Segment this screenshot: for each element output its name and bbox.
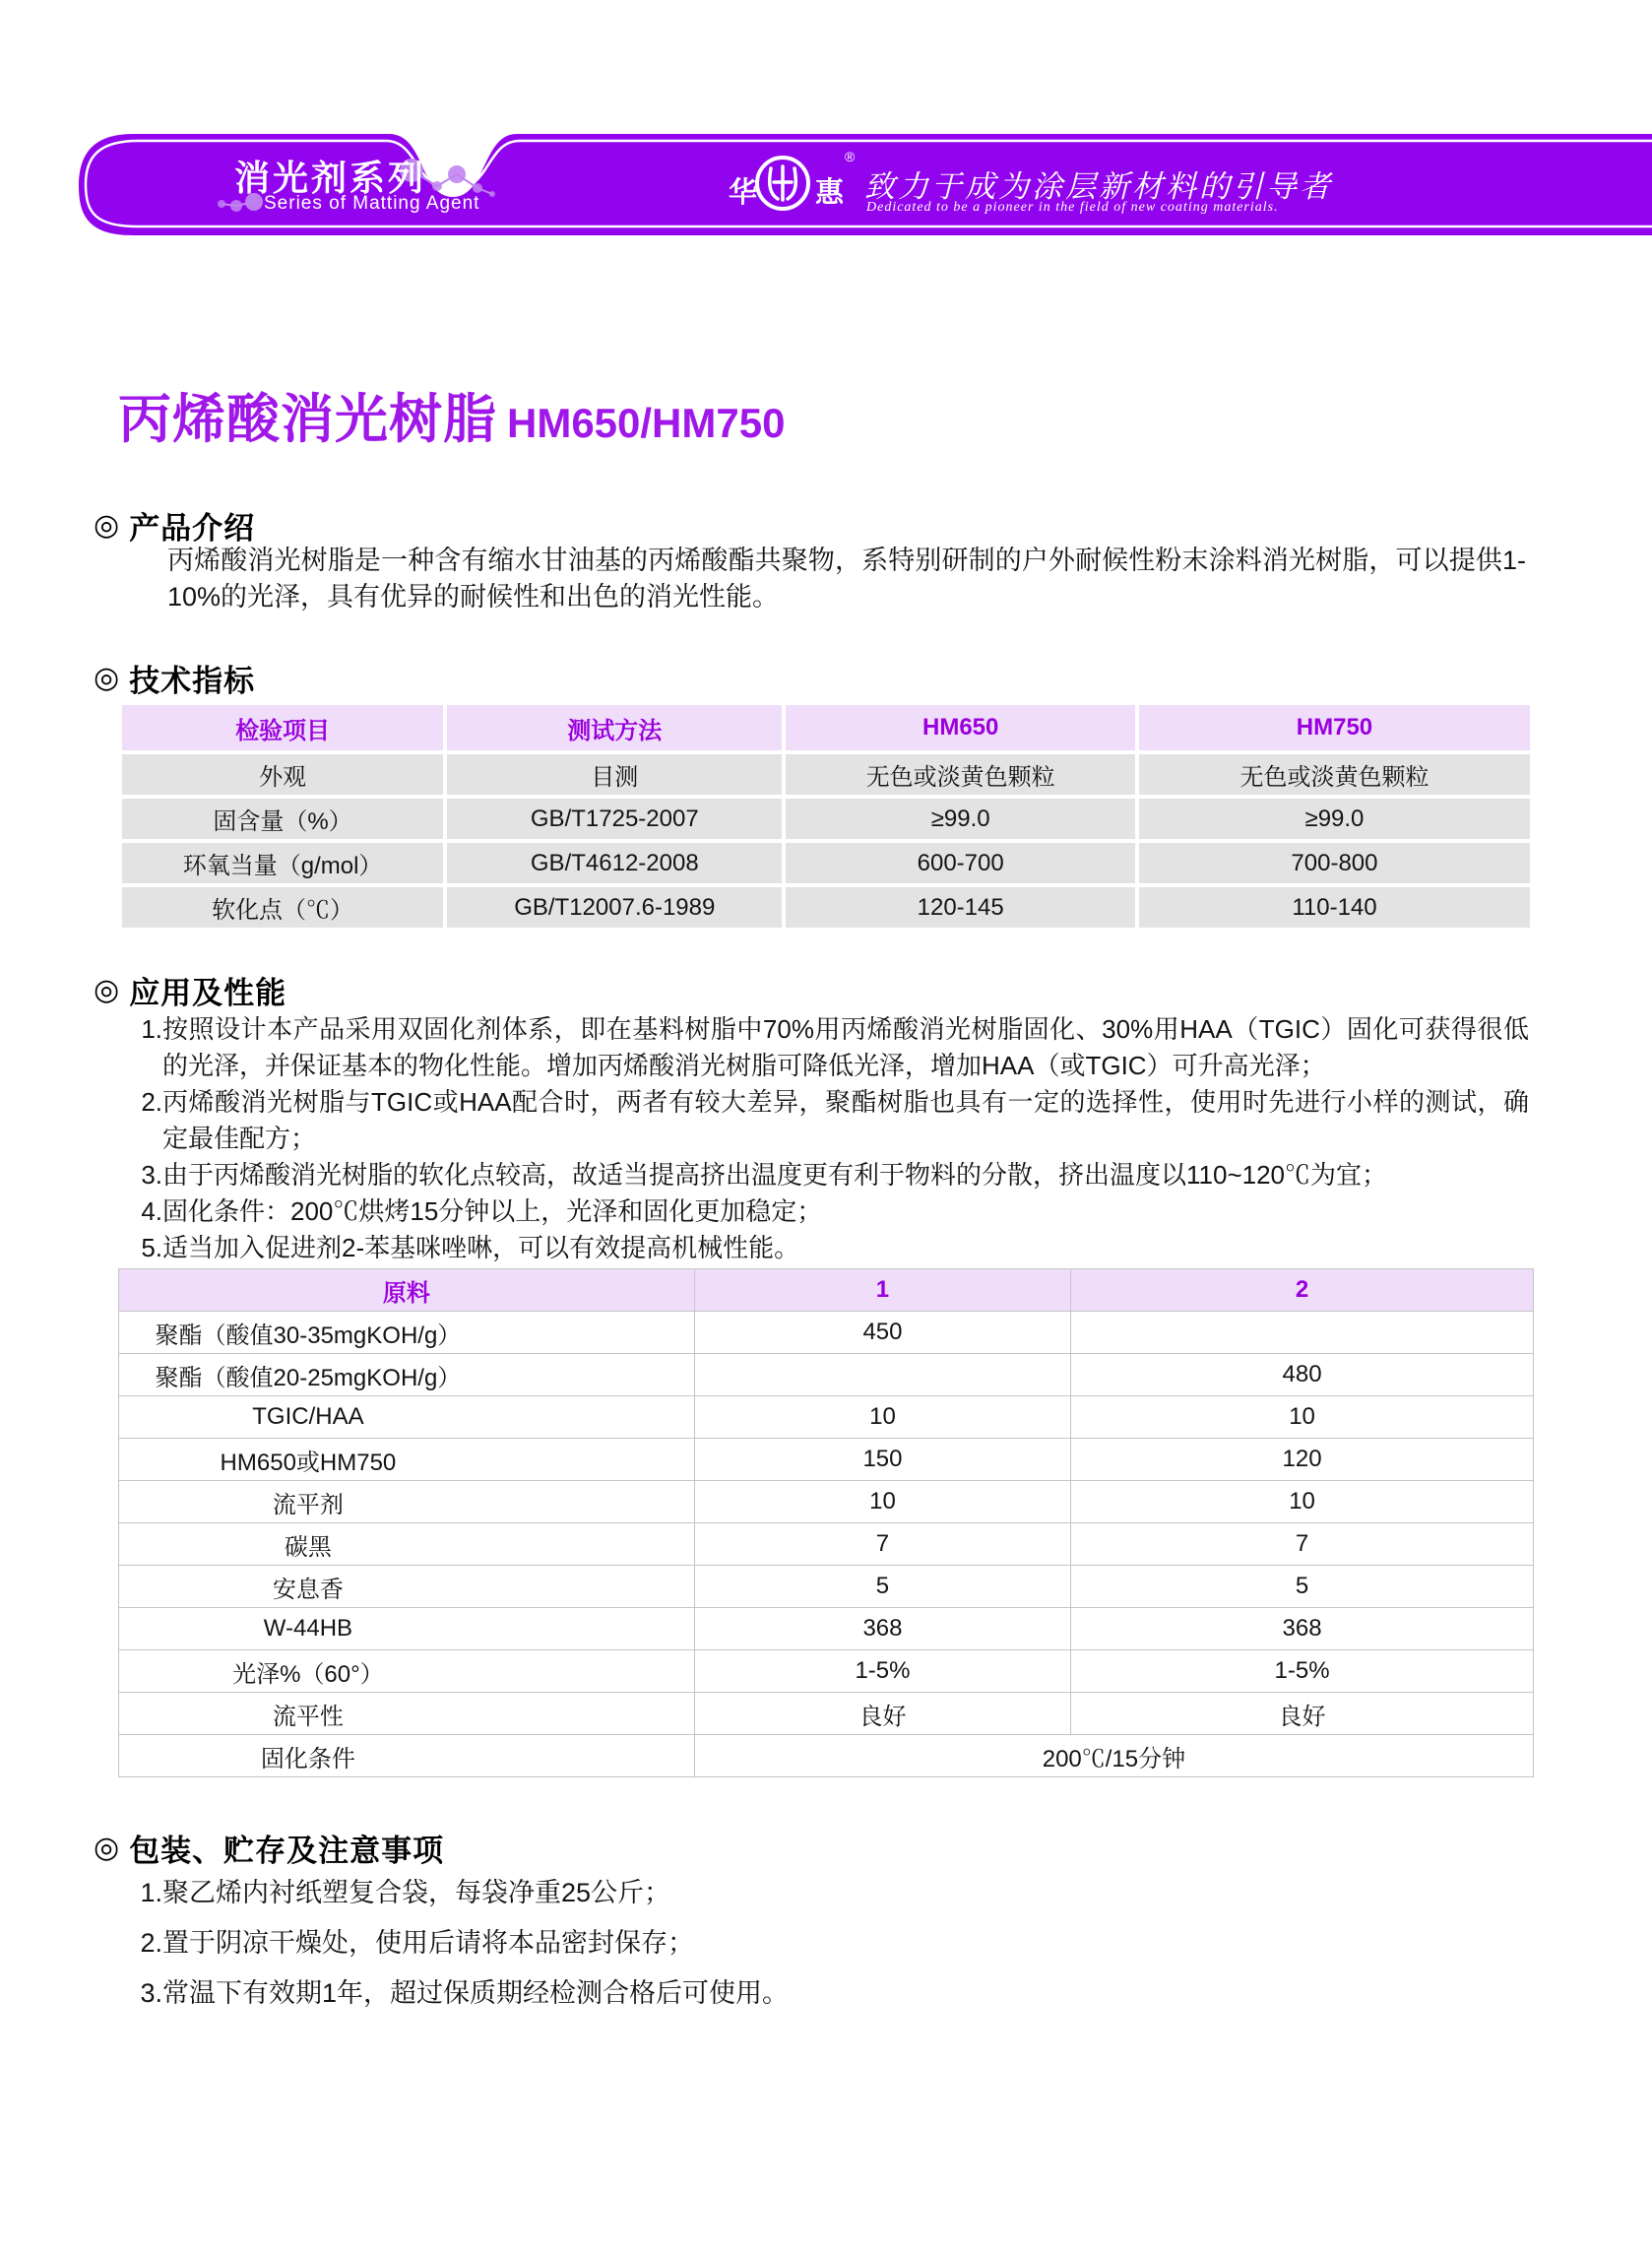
spec-cell: 700-800 xyxy=(1139,843,1530,883)
recipe-cell: 安息香 xyxy=(119,1566,695,1608)
list-item-number: 3. xyxy=(141,1160,162,1190)
page-title xyxy=(118,377,785,453)
recipe-cell: 368 xyxy=(694,1608,1070,1650)
recipe-cell: 10 xyxy=(1071,1396,1534,1439)
list-item-number: 2. xyxy=(140,1928,162,1958)
list-item-text: 固化条件：200℃烘烤15分钟以上，光泽和固化更加稳定； xyxy=(162,1196,823,1226)
spec-cell: GB/T4612-2008 xyxy=(447,843,782,883)
recipe-cell xyxy=(1071,1312,1534,1354)
recipe-cell xyxy=(694,1354,1070,1396)
section-bullet-icon: ◎ xyxy=(94,508,120,542)
recipe-cell: 7 xyxy=(1071,1523,1534,1566)
tagline-zh: 致力于成为涂层新材料的引导者 xyxy=(864,169,1333,204)
recipe-col-header: 2 xyxy=(1071,1269,1534,1312)
table-row xyxy=(122,799,1530,839)
list-item xyxy=(131,1157,1529,1193)
spec-table-header-row xyxy=(122,705,1530,750)
spec-col-header: HM750 xyxy=(1139,705,1530,750)
recipe-cell: 120 xyxy=(1071,1439,1534,1481)
spec-col-header: 测试方法 xyxy=(447,705,782,750)
recipe-cell: 碳黑 xyxy=(119,1523,695,1566)
table-row xyxy=(122,843,1530,883)
list-item-number: 4. xyxy=(141,1196,162,1226)
logo-char-left: 华 xyxy=(729,177,758,209)
tagline-en: Dedicated to be a pioneer in the field of new coating materials. xyxy=(866,200,1279,215)
list-item-number: 3. xyxy=(140,1978,162,2008)
spec-cell: 110-140 xyxy=(1139,887,1530,928)
table-row-merged xyxy=(119,1735,1534,1777)
recipe-cell: 10 xyxy=(694,1481,1070,1523)
spec-cell: 120-145 xyxy=(786,887,1135,928)
list-item xyxy=(131,1011,1529,1084)
packaging-list xyxy=(131,1874,1509,2025)
recipe-table xyxy=(118,1268,1534,1777)
section-bullet-icon: ◎ xyxy=(94,661,120,694)
spec-cell: GB/T1725-2007 xyxy=(447,799,782,839)
table-row xyxy=(119,1354,1534,1396)
recipe-col-header: 1 xyxy=(694,1269,1070,1312)
recipe-cell: W-44HB xyxy=(119,1608,695,1650)
table-row xyxy=(122,754,1530,795)
recipe-cell: 流平剂 xyxy=(119,1481,695,1523)
table-row xyxy=(119,1693,1534,1735)
table-row xyxy=(119,1481,1534,1523)
recipe-cell: 450 xyxy=(694,1312,1070,1354)
recipe-cell: 光泽%（60°） xyxy=(119,1650,695,1693)
header-banner xyxy=(0,131,1652,235)
list-item-text: 适当加入促进剂2-苯基咪唑啉，可以有效提高机械性能。 xyxy=(162,1233,800,1262)
list-item xyxy=(131,1974,1509,2012)
list-item-text: 按照设计本产品采用双固化剂体系，即在基料树脂中70%用丙烯酸消光树脂固化、30%用HAA（TGIC）固化可获得很低的光泽，并保证基本的物化性能。增加丙烯酸消光树脂可降低光泽，增加HAA（或TGIC）可升高光泽； xyxy=(162,1014,1529,1080)
recipe-cell: 5 xyxy=(694,1566,1070,1608)
list-item-text: 置于阴凉干燥处，使用后请将本品密封保存； xyxy=(162,1928,694,1958)
recipe-cell: 良好 xyxy=(1071,1693,1534,1735)
spec-cell: ≥99.0 xyxy=(786,799,1135,839)
spec-col-header: 检验项目 xyxy=(122,705,443,750)
table-row xyxy=(119,1523,1534,1566)
spec-cell: 无色或淡黄色颗粒 xyxy=(786,754,1135,795)
table-row xyxy=(119,1312,1534,1354)
list-item-number: 5. xyxy=(141,1233,162,1262)
section-heading-intro xyxy=(94,503,255,548)
recipe-cell: 7 xyxy=(694,1523,1070,1566)
recipe-col-header: 原料 xyxy=(119,1269,695,1312)
section-heading-application-label: 应用及性能 xyxy=(129,976,287,1010)
table-row xyxy=(122,887,1530,928)
spec-cell: ≥99.0 xyxy=(1139,799,1530,839)
spec-cell: 外观 xyxy=(122,754,443,795)
section-bullet-icon: ◎ xyxy=(94,973,120,1006)
logo-char-right: 惠 xyxy=(815,177,845,209)
recipe-cell: 流平性 xyxy=(119,1693,695,1735)
registered-trademark-icon: ® xyxy=(845,149,856,164)
recipe-cell: 1-5% xyxy=(694,1650,1070,1693)
spec-cell: 600-700 xyxy=(786,843,1135,883)
list-item-text: 由于丙烯酸消光树脂的软化点较高，故适当提高挤出温度更有利于物料的分散，挤出温度以110~120℃为宜； xyxy=(162,1160,1388,1190)
section-heading-packaging xyxy=(94,1826,444,1870)
spec-cell: 目测 xyxy=(447,754,782,795)
table-row xyxy=(119,1396,1534,1439)
recipe-cell: 150 xyxy=(694,1439,1070,1481)
section-heading-packaging-label: 包装、贮存及注意事项 xyxy=(129,1834,445,1868)
list-item-number: 2. xyxy=(141,1087,162,1117)
recipe-cell: 368 xyxy=(1071,1608,1534,1650)
spec-col-header: HM650 xyxy=(786,705,1135,750)
recipe-cell: 聚酯（酸值30-35mgKOH/g） xyxy=(119,1312,695,1354)
recipe-cell: 5 xyxy=(1071,1566,1534,1608)
list-item xyxy=(131,1084,1529,1157)
recipe-cell-merged: 200℃/15分钟 xyxy=(694,1735,1533,1777)
recipe-cell: 10 xyxy=(694,1396,1070,1439)
spec-cell: 软化点（℃） xyxy=(122,887,443,928)
spec-cell: 固含量（%） xyxy=(122,799,443,839)
list-item xyxy=(131,1193,1529,1230)
recipe-cell: 10 xyxy=(1071,1481,1534,1523)
table-row xyxy=(119,1566,1534,1608)
series-title-zh: 消光剂系列 xyxy=(234,158,427,198)
series-title-en: Series of Matting Agent xyxy=(264,193,480,214)
list-item-number: 1. xyxy=(140,1878,162,1907)
list-item xyxy=(131,1924,1509,1962)
page-title-zh: 丙烯酸消光树脂 xyxy=(118,390,497,449)
application-list xyxy=(131,1011,1529,1303)
list-item-text: 常温下有效期1年，超过保质期经检测合格后可使用。 xyxy=(162,1978,790,2008)
page-title-model: HM650/HM750 xyxy=(507,400,786,446)
section-heading-application xyxy=(94,968,286,1012)
table-row xyxy=(119,1608,1534,1650)
section-heading-specs-label: 技术指标 xyxy=(129,664,256,698)
table-row xyxy=(119,1439,1534,1481)
list-item xyxy=(131,1874,1509,1911)
list-item-text: 聚乙烯内衬纸塑复合袋，每袋净重25公斤； xyxy=(162,1878,671,1907)
recipe-cell: HM650或HM750 xyxy=(119,1439,695,1481)
spec-table xyxy=(118,701,1534,932)
recipe-cell: 480 xyxy=(1071,1354,1534,1396)
list-item-text: 丙烯酸消光树脂与TGIC或HAA配合时，两者有较大差异，聚酯树脂也具有一定的选择性，使用时先进行小样的测试，确定最佳配方； xyxy=(162,1087,1529,1153)
list-item-number: 1. xyxy=(141,1014,162,1044)
spec-cell: GB/T12007.6-1989 xyxy=(447,887,782,928)
spec-cell: 环氧当量（g/mol） xyxy=(122,843,443,883)
recipe-cell: 固化条件 xyxy=(119,1735,695,1777)
recipe-cell: 1-5% xyxy=(1071,1650,1534,1693)
section-heading-intro-label: 产品介绍 xyxy=(129,511,256,546)
recipe-cell: 聚酯（酸值20-25mgKOH/g） xyxy=(119,1354,695,1396)
recipe-cell: 良好 xyxy=(694,1693,1070,1735)
recipe-cell: TGIC/HAA xyxy=(119,1396,695,1439)
section-bullet-icon: ◎ xyxy=(94,1831,120,1864)
table-row xyxy=(119,1650,1534,1693)
section-heading-specs xyxy=(94,656,255,700)
list-item xyxy=(131,1230,1529,1266)
recipe-table-header-row xyxy=(119,1269,1534,1312)
intro-paragraph: 丙烯酸消光树脂是一种含有缩水甘油基的丙烯酸酯共聚物，系特别研制的户外耐候性粉末涂料消光树脂，可以提供1-10%的光泽，具有优异的耐候性和出色的消光性能。 xyxy=(167,546,1526,612)
spec-cell: 无色或淡黄色颗粒 xyxy=(1139,754,1530,795)
